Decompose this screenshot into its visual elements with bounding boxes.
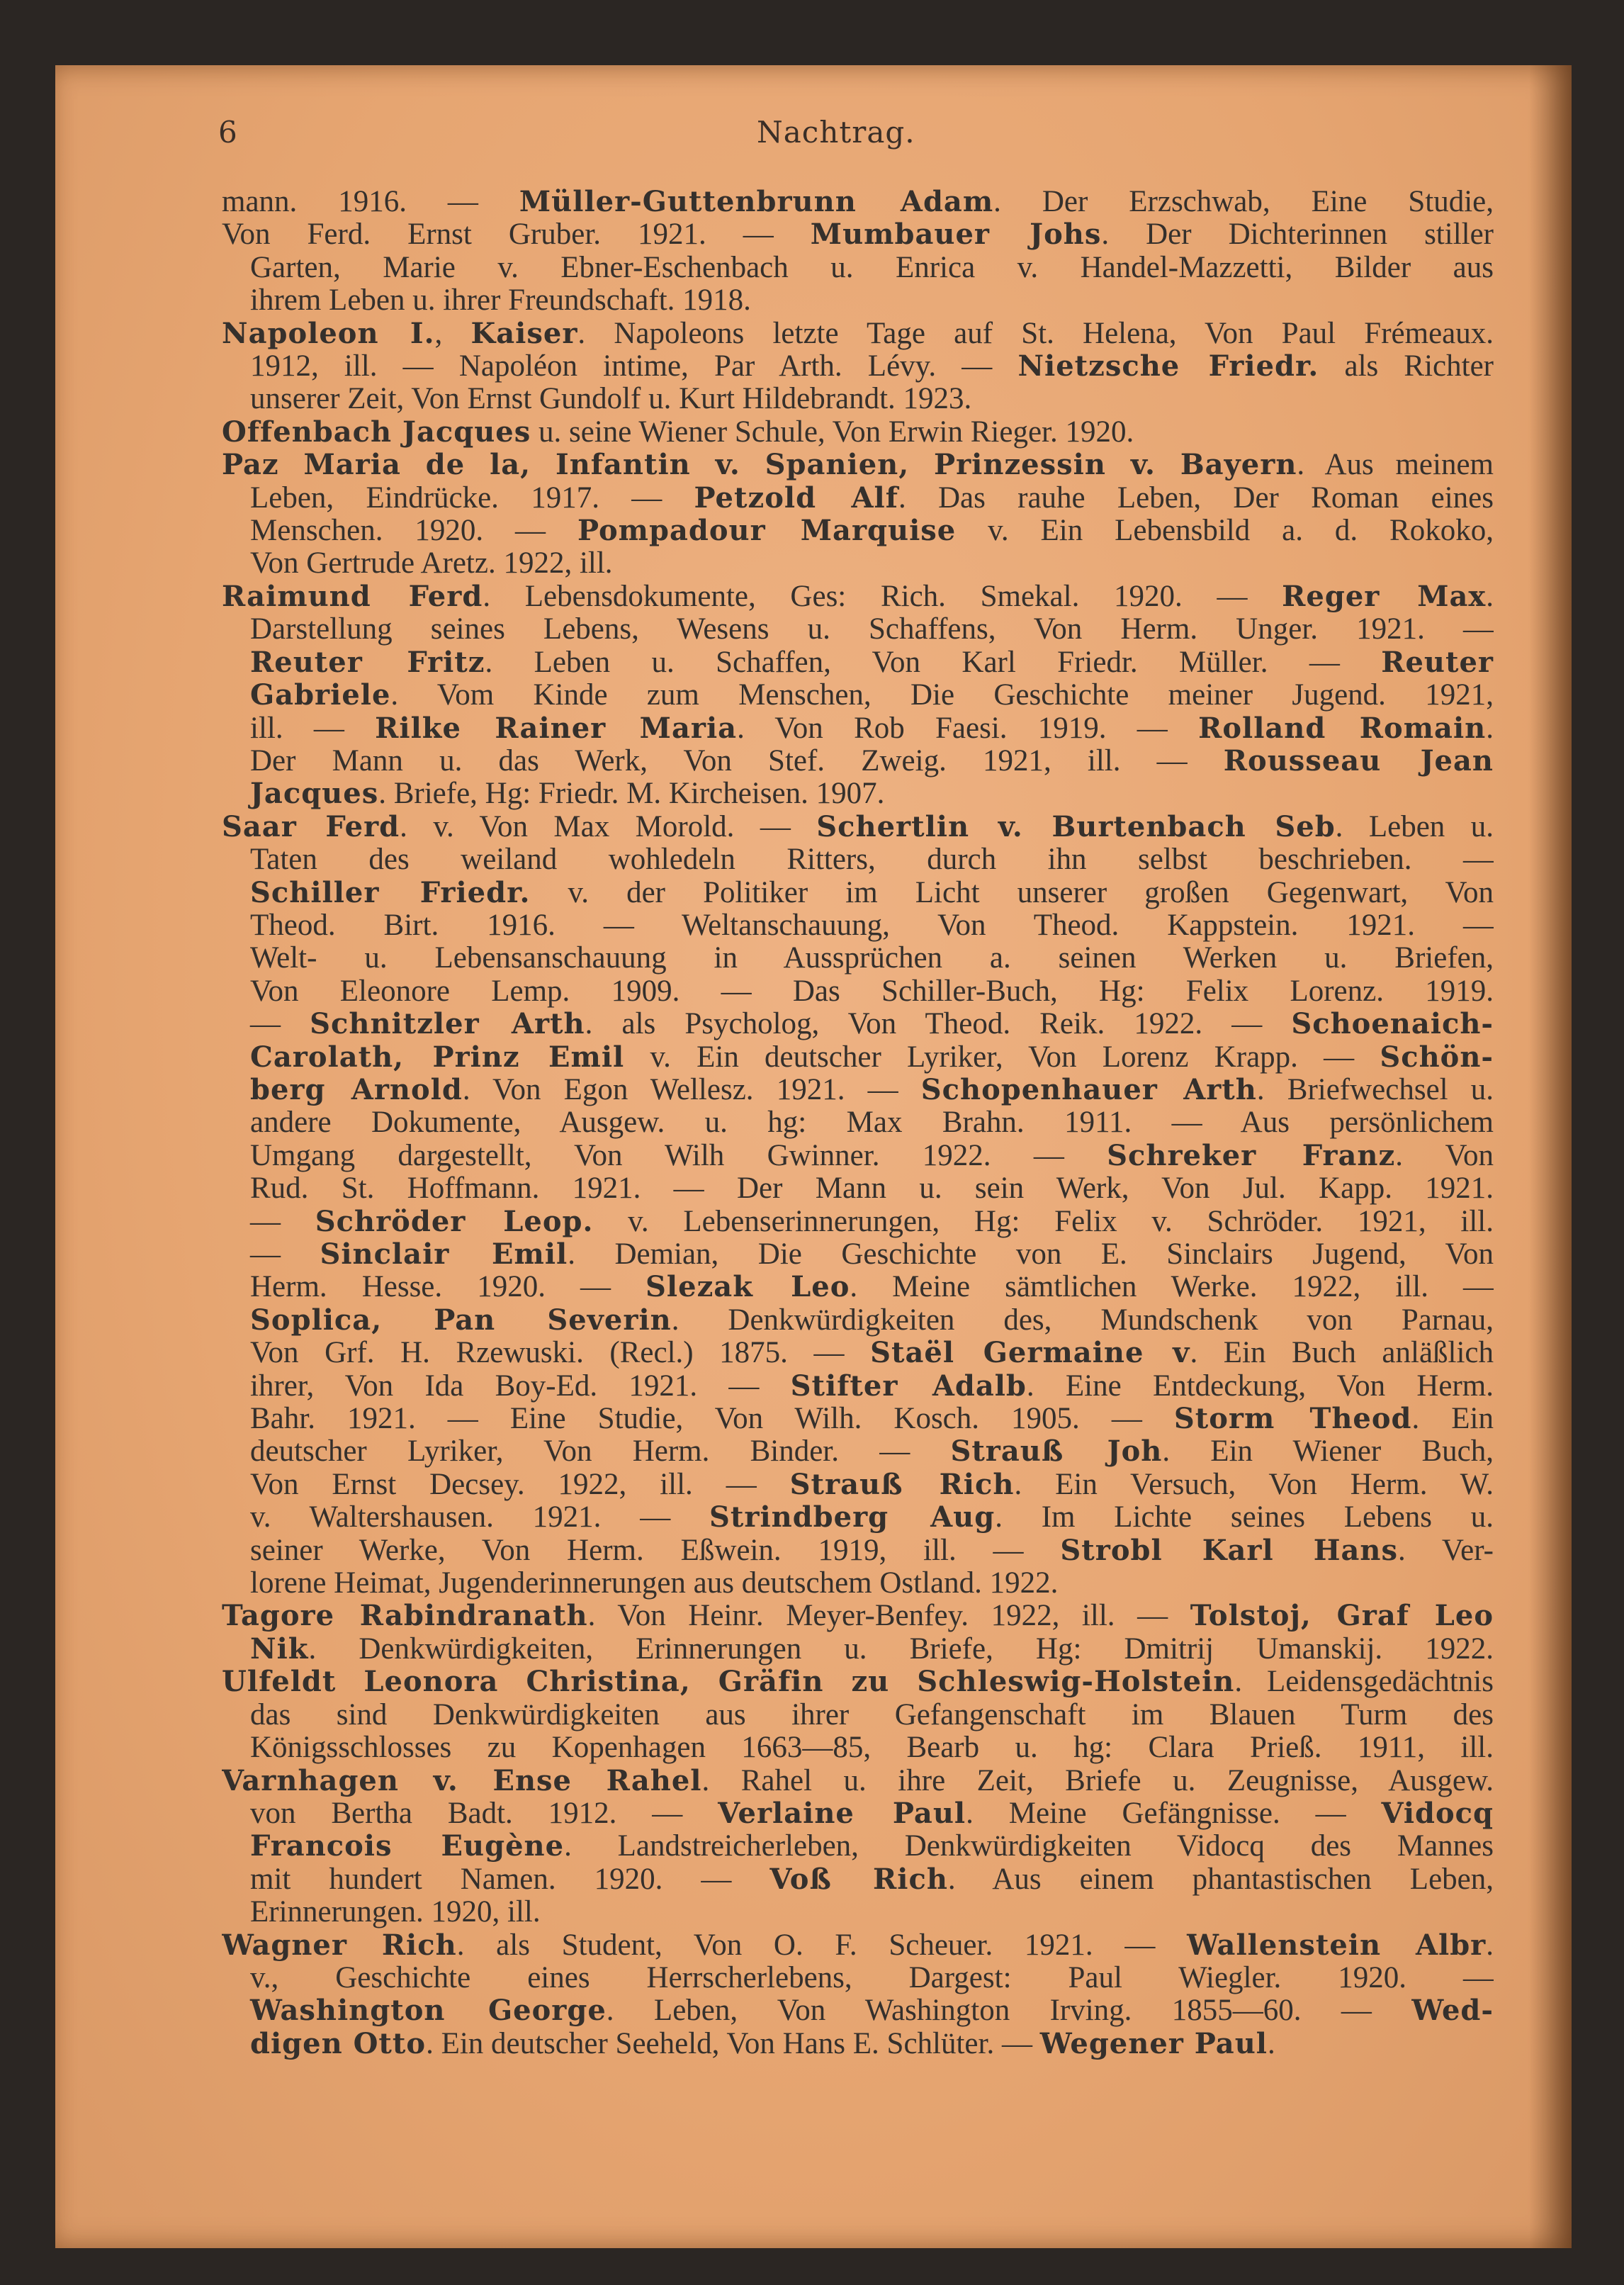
page-header bbox=[55, 115, 1572, 164]
entry-text: unserer Zeit, Von Ernst Gundolf u. Kurt Hildebrandt. 1923. bbox=[250, 383, 972, 416]
index-entry-name: Rilke Rainer Maria bbox=[375, 712, 738, 745]
index-entry-name: Varnhagen v. Ense Rahel bbox=[222, 1764, 702, 1797]
page-number: 6 bbox=[218, 115, 237, 150]
entry-text: Garten, Marie v. Ebner-Eschenbach u. Enrica v. Handel-Mazzetti, Bilder aus bbox=[250, 251, 1494, 284]
entry-text: Von Ferd. Ernst Gruber. 1921. — bbox=[222, 218, 811, 252]
text-line bbox=[222, 449, 1494, 481]
entry-text: . Briefe, Hg: Friedr. M. Kircheisen. 1907. bbox=[378, 777, 885, 811]
index-entry-name: Schopenhauer Arth bbox=[920, 1073, 1257, 1106]
entry-text: seiner Werke, Von Herm. Eßwein. 1919, ill. — bbox=[250, 1534, 1061, 1567]
entry-text: Taten des weiland wohledeln Ritters, durch ihn selbst beschrieben. — bbox=[250, 843, 1494, 877]
text-line bbox=[222, 1731, 1494, 1764]
entry-text: . bbox=[1486, 712, 1494, 745]
text-line bbox=[222, 350, 1494, 383]
text-line bbox=[222, 1600, 1494, 1632]
index-entry-name: Reuter Fritz bbox=[250, 646, 485, 679]
entry-text: Herm. Hesse. 1920. — bbox=[250, 1271, 646, 1304]
index-entry-name: digen Otto bbox=[250, 2027, 427, 2060]
index-entry-name: Rolland Romain bbox=[1198, 712, 1487, 745]
index-entry-name: Reuter bbox=[1381, 646, 1494, 679]
text-line bbox=[222, 1567, 1494, 1600]
text-line bbox=[222, 1469, 1494, 1501]
entry-text: . Aus meinem bbox=[1297, 449, 1494, 482]
entry-text: . Ein Buch anläßlich bbox=[1190, 1337, 1494, 1370]
text-line bbox=[222, 712, 1494, 745]
entry-text: 1912, ill. — Napoléon intime, Par Arth. Lévy. — bbox=[250, 350, 1018, 383]
entry-text: Bahr. 1921. — Eine Studie, Von Wilh. Kosch. 1905. — bbox=[250, 1403, 1174, 1436]
index-entry-name: Staël Germaine v bbox=[870, 1337, 1190, 1370]
index-entry-name: Francois Eugène bbox=[250, 1830, 565, 1863]
entry-text: Leben, Eindrücke. 1917. — bbox=[250, 481, 694, 515]
text-line bbox=[222, 1699, 1494, 1731]
entry-text: Theod. Birt. 1916. — Weltanschauung, Von Theod. Kappstein. 1921. — bbox=[250, 909, 1494, 942]
text-line bbox=[222, 1074, 1494, 1106]
index-entry-name: Carolath, Prinz Emil bbox=[250, 1040, 625, 1074]
text-line bbox=[222, 580, 1494, 613]
entry-text: mann. 1916. — bbox=[222, 186, 519, 218]
running-title: Nachtrag. bbox=[757, 115, 915, 150]
entry-text: . Leben u. Schaffen, Von Karl Friedr. Müller. — bbox=[485, 646, 1382, 679]
entry-text: lorene Heimat, Jugenderinnerungen aus deutschem Ostland. 1922. bbox=[250, 1567, 1059, 1600]
index-entry-name: Stifter Adalb bbox=[790, 1369, 1027, 1403]
entry-text: andere Dokumente, Ausgew. u. hg: Max Brahn. 1911. — Aus persönlichem bbox=[250, 1106, 1494, 1140]
text-line bbox=[222, 1370, 1494, 1403]
text-line bbox=[222, 416, 1494, 449]
entry-text: Erinnerungen. 1920, ill. bbox=[250, 1896, 541, 1929]
text-line bbox=[222, 745, 1494, 777]
book-page bbox=[55, 65, 1572, 2248]
text-line bbox=[222, 1271, 1494, 1303]
entry-text: deutscher Lyriker, Von Herm. Binder. — bbox=[250, 1435, 951, 1469]
text-line bbox=[222, 1962, 1494, 1994]
text-line bbox=[222, 186, 1494, 218]
entry-text: . Ein bbox=[1411, 1403, 1494, 1436]
index-entry-name: Paz Maria de la, Infantin v. Spanien, Prinzessin v. Bayern bbox=[222, 449, 1297, 482]
index-entry-name: Storm Theod bbox=[1173, 1403, 1412, 1436]
index-entry-name: Schreker Franz bbox=[1107, 1139, 1396, 1172]
index-entry-name: Tolstoj, Graf Leo bbox=[1190, 1600, 1494, 1633]
entry-text: Welt- u. Lebensanschauung in Aussprüchen a. seinen Werken u. Briefen, bbox=[250, 942, 1494, 975]
entry-text: . Von Heinr. Meyer-Benfey. 1922, ill. — bbox=[587, 1600, 1190, 1633]
entry-text: . Lebensdokumente, Ges: Rich. Smekal. 1920. — bbox=[483, 580, 1282, 613]
entry-text: Von Ernst Decsey. 1922, ill. — bbox=[250, 1468, 790, 1501]
entry-text: v. Waltershausen. 1921. — bbox=[250, 1501, 709, 1534]
index-entry-name: Strobl Karl Hans bbox=[1060, 1534, 1399, 1567]
entry-text: . Briefwechsel u. bbox=[1256, 1073, 1494, 1106]
entry-text: . Von bbox=[1395, 1139, 1494, 1172]
index-entry-name: Soplica, Pan Severin bbox=[250, 1303, 672, 1337]
index-entry-name: Strauß Joh bbox=[950, 1435, 1163, 1469]
entry-text: v. Lebenserinnerungen, Hg: Felix v. Schröder. 1921, ill. bbox=[593, 1205, 1494, 1238]
text-line bbox=[222, 1008, 1494, 1040]
entry-text: . Leben u. bbox=[1335, 810, 1494, 843]
entry-text: . Eine Entdeckung, Von Herm. bbox=[1026, 1369, 1494, 1403]
entry-text: u. seine Wiener Schule, Von Erwin Rieger. 1920. bbox=[531, 415, 1134, 449]
index-entry-name: Nietzsche Friedr. bbox=[1017, 350, 1319, 383]
text-line bbox=[222, 1172, 1494, 1205]
entry-text: Von Gertrude Aretz. 1922, ill. bbox=[250, 547, 613, 580]
entry-text: . Ein Versuch, Von Herm. W. bbox=[1014, 1468, 1494, 1501]
entry-text: . Rahel u. ihre Zeit, Briefe u. Zeugnisse, Ausgew. bbox=[701, 1764, 1494, 1797]
index-entry-name: berg Arnold bbox=[250, 1073, 463, 1106]
text-line bbox=[222, 218, 1494, 251]
entry-text: . Der Erzschwab, Eine Studie, bbox=[993, 186, 1494, 218]
entry-text: . bbox=[1486, 1929, 1494, 1962]
index-entry-name: Reger Max bbox=[1282, 580, 1487, 613]
entry-text: . Denkwürdigkeiten des, Mundschenk von Parnau, bbox=[671, 1303, 1494, 1337]
index-entry-name: Slezak Leo bbox=[645, 1271, 850, 1304]
index-entry-name: Schön- bbox=[1380, 1040, 1494, 1074]
entry-text: ihrer, Von Ida Boy-Ed. 1921. — bbox=[250, 1369, 791, 1403]
text-line bbox=[222, 1534, 1494, 1567]
entry-text: . Ein Wiener Buch, bbox=[1162, 1435, 1494, 1469]
entry-text: Königsschlosses zu Kopenhagen 1663—85, Bearb u. hg: Clara Prieß. 1911, ill. bbox=[250, 1731, 1494, 1765]
text-line bbox=[222, 909, 1494, 942]
entry-text: , bbox=[434, 317, 471, 350]
index-entry-name: Washington George bbox=[250, 1994, 607, 2028]
entry-text: . Meine Gefängnisse. — bbox=[966, 1797, 1382, 1830]
index-entry-name: Vidocq bbox=[1381, 1797, 1494, 1830]
entry-text: . Das rauhe Leben, Der Roman eines bbox=[898, 481, 1494, 515]
index-entry-name: Verlaine Paul bbox=[718, 1797, 966, 1830]
text-line bbox=[222, 942, 1494, 975]
entry-text: . Napoleons letzte Tage auf St. Helena, Von Paul Frémeaux. bbox=[577, 317, 1494, 350]
index-entry-name: Offenbach Jacques bbox=[222, 415, 531, 449]
index-entry-name: Saar Ferd bbox=[222, 810, 400, 843]
text-line bbox=[222, 1106, 1494, 1139]
index-entry-name: Sinclair Emil bbox=[320, 1238, 568, 1271]
entry-text: . Ver- bbox=[1398, 1534, 1494, 1567]
entry-text: das sind Denkwürdigkeiten aus ihrer Gefangenschaft im Blauen Turm des bbox=[250, 1698, 1494, 1731]
entry-text: . Denkwürdigkeiten, Erinnerungen u. Briefe, Hg: Dmitrij Umanskij. 1922. bbox=[308, 1632, 1494, 1666]
entry-text: . Der Dichterinnen stiller bbox=[1101, 218, 1494, 252]
text-line bbox=[222, 1304, 1494, 1337]
index-entry-name: Mumbauer Johs bbox=[810, 218, 1102, 252]
entry-text: Von Grf. H. Rzewuski. (Recl.) 1875. — bbox=[250, 1337, 871, 1370]
entry-text: . Vom Kinde zum Menschen, Die Geschichte meiner Jugend. 1921, bbox=[390, 679, 1494, 712]
text-line bbox=[222, 1041, 1494, 1074]
entry-text: v. der Politiker im Licht unserer großen Gegenwart, Von bbox=[530, 876, 1494, 909]
text-line bbox=[222, 613, 1494, 646]
index-entry-name: Gabriele bbox=[250, 679, 391, 712]
entry-text: von Bertha Badt. 1912. — bbox=[250, 1797, 718, 1830]
entry-text: Rud. St. Hoffmann. 1921. — Der Mann u. sein Werk, Von Jul. Kapp. 1921. bbox=[250, 1172, 1494, 1206]
entry-text: als Richter bbox=[1319, 350, 1494, 383]
entry-text: mit hundert Namen. 1920. — bbox=[250, 1863, 770, 1896]
entry-text: v. Ein deutscher Lyriker, Von Lorenz Krapp. — bbox=[624, 1040, 1380, 1074]
index-entry-name: Kaiser bbox=[470, 317, 578, 350]
index-entry-name: Schnitzler Arth bbox=[310, 1008, 585, 1041]
text-line bbox=[222, 1994, 1494, 2027]
index-entry-name: Petzold Alf bbox=[694, 481, 898, 515]
entry-text: . Von Rob Faesi. 1919. — bbox=[737, 712, 1199, 745]
index-entry-name: Tagore Rabindranath bbox=[222, 1600, 588, 1633]
entry-text: . als Psycholog, Von Theod. Reik. 1922. — bbox=[585, 1008, 1292, 1041]
text-line bbox=[222, 811, 1494, 843]
text-line bbox=[222, 1403, 1494, 1435]
text-line bbox=[222, 2028, 1494, 2060]
index-entry-name: Müller-Guttenbrunn Adam bbox=[519, 186, 994, 218]
index-entry-name: Rousseau Jean bbox=[1223, 744, 1494, 777]
text-line bbox=[222, 1863, 1494, 1896]
text-line bbox=[222, 1238, 1494, 1271]
entry-text: . Von Egon Wellesz. 1921. — bbox=[462, 1073, 921, 1106]
entry-text: . Aus einem phantastischen Leben, bbox=[947, 1863, 1494, 1896]
text-line bbox=[222, 515, 1494, 547]
entry-text: . Leben, Von Washington Irving. 1855—60. — bbox=[606, 1994, 1412, 2028]
index-entry-name: Wegener Paul bbox=[1039, 2027, 1268, 2060]
entry-text: v., Geschichte eines Herrscherlebens, Dargest: Paul Wiegler. 1920. — bbox=[250, 1961, 1494, 1994]
entry-text: v. Ein Lebensbild a. d. Rokoko, bbox=[956, 515, 1494, 548]
index-entry-name: Jacques bbox=[250, 777, 379, 811]
text-line bbox=[222, 1140, 1494, 1172]
entry-text: — bbox=[250, 1205, 315, 1238]
index-entry-name: Nik bbox=[250, 1632, 309, 1666]
text-line bbox=[222, 1896, 1494, 1929]
index-entry-name: Pompadour Marquise bbox=[577, 515, 957, 548]
text-line bbox=[222, 1633, 1494, 1666]
text-line bbox=[222, 1929, 1494, 1962]
text-line bbox=[222, 284, 1494, 317]
entry-text: ill. — bbox=[250, 712, 376, 745]
entry-text: Darstellung seines Lebens, Wesens u. Schaffens, Von Herm. Unger. 1921. — bbox=[250, 613, 1494, 646]
entry-text: . bbox=[1486, 580, 1494, 613]
index-entry-name: Wed- bbox=[1411, 1994, 1494, 2028]
entry-text: . Landstreicherleben, Denkwürdigkeiten Vidocq des Mannes bbox=[564, 1830, 1494, 1863]
text-line bbox=[222, 1435, 1494, 1468]
text-line bbox=[222, 975, 1494, 1008]
entry-text: . Leidensgedächtnis bbox=[1234, 1666, 1494, 1699]
entry-text: Umgang dargestellt, Von Wilh Gwinner. 1922. — bbox=[250, 1139, 1107, 1172]
index-entry-name: Voß Rich bbox=[769, 1863, 948, 1896]
text-line bbox=[222, 843, 1494, 876]
text-line bbox=[222, 1765, 1494, 1797]
entry-text: . als Student, Von O. F. Scheuer. 1921. — bbox=[456, 1929, 1188, 1962]
index-entry-name: Raimund Ferd bbox=[222, 580, 483, 613]
index-entry-name: Wagner Rich bbox=[222, 1929, 457, 1962]
index-entry-name: Schertlin v. Burtenbach Seb bbox=[816, 810, 1336, 843]
entry-text: . Demian, Die Geschichte von E. Sinclairs Jugend, Von bbox=[568, 1238, 1494, 1271]
page-gutter-shadow bbox=[1529, 65, 1572, 2248]
text-line bbox=[222, 1206, 1494, 1238]
entry-text: . bbox=[1267, 2027, 1275, 2060]
entry-text: . Meine sämtlichen Werke. 1922, ill. — bbox=[850, 1271, 1494, 1304]
index-entry-name: Wallenstein Albr bbox=[1187, 1929, 1487, 1962]
text-line bbox=[222, 1501, 1494, 1534]
text-line bbox=[222, 383, 1494, 415]
entry-text: . Im Lichte seines Lebens u. bbox=[995, 1501, 1494, 1534]
index-entry-name: Napoleon I. bbox=[222, 317, 435, 350]
entry-text: — bbox=[250, 1238, 320, 1271]
text-line bbox=[222, 1337, 1494, 1369]
entry-text: . Ein deutscher Seeheld, Von Hans E. Schlüter. — bbox=[426, 2027, 1040, 2060]
index-entry-name: Schiller Friedr. bbox=[250, 876, 531, 909]
index-entry-name: Schoenaich- bbox=[1291, 1008, 1494, 1041]
entry-text: Von Eleonore Lemp. 1909. — Das Schiller-Buch, Hg: Felix Lorenz. 1919. bbox=[250, 975, 1494, 1008]
index-entry-name: Ulfeldt Leonora Christina, Gräfin zu Schleswig-Holstein bbox=[222, 1666, 1235, 1699]
text-line bbox=[222, 547, 1494, 580]
index-text-body bbox=[222, 186, 1494, 2060]
text-line bbox=[222, 318, 1494, 350]
text-line bbox=[222, 482, 1494, 515]
entry-text: . v. Von Max Morold. — bbox=[400, 810, 817, 843]
entry-text: Der Mann u. das Werk, Von Stef. Zweig. 1921, ill. — bbox=[250, 744, 1224, 777]
text-line bbox=[222, 679, 1494, 712]
text-line bbox=[222, 1666, 1494, 1698]
text-line bbox=[222, 1830, 1494, 1863]
index-entry-name: Strauß Rich bbox=[789, 1468, 1015, 1501]
text-line bbox=[222, 777, 1494, 810]
text-line bbox=[222, 1797, 1494, 1830]
entry-text: ihrem Leben u. ihrer Freundschaft. 1918. bbox=[250, 284, 751, 318]
text-line bbox=[222, 646, 1494, 679]
entry-text: Menschen. 1920. — bbox=[250, 515, 577, 548]
index-entry-name: Strindberg Aug bbox=[709, 1501, 996, 1534]
text-line bbox=[222, 877, 1494, 909]
entry-text: — bbox=[250, 1008, 310, 1041]
index-entry-name: Schröder Leop. bbox=[315, 1205, 594, 1238]
text-line bbox=[222, 252, 1494, 284]
